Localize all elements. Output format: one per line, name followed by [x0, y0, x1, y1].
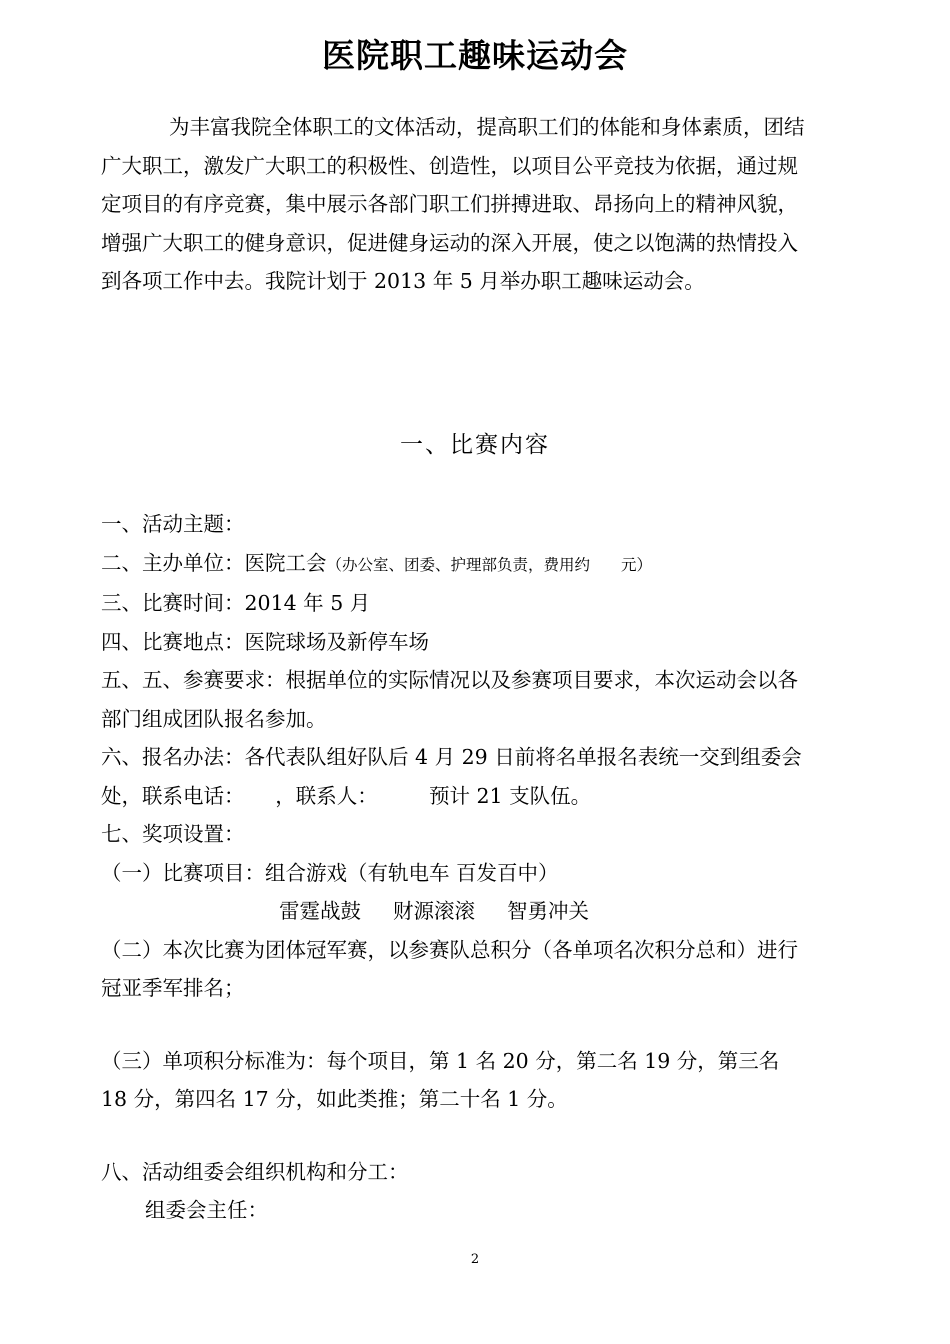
item-committee-head: 组委会主任：: [145, 1198, 268, 1222]
item-venue: 四、比赛地点：医院球场及新停车场: [101, 629, 429, 654]
section-heading: 一、比赛内容: [400, 432, 550, 458]
item-time: 三、比赛时间：2014 年 5 月: [101, 591, 371, 615]
item-registration: 六、报名办法：各代表队组好队后 4 月 29 日前将名单报名表统一交到组委会处，联系电话： ，联系人： 预计 21 支队伍。: [101, 745, 802, 808]
item-theme: 一、活动主题：: [101, 512, 245, 536]
item-projects-line1: （一）比赛项目：组合游戏（有轨电车 百发百中）: [101, 860, 559, 885]
item-committee: 八、活动组委会组织机构和分工：: [101, 1159, 409, 1184]
organizer-text: 二、主办单位：医院工会: [101, 550, 327, 575]
item-scoring: （三）单项积分标准为：每个项目，第 1 名 20 分，第二名 19 分，第三名 18 分，第四名 17 分，如此类推；第二十名 1 分。: [101, 1048, 780, 1111]
item-team-rule: （二）本次比赛为团体冠军赛，以参赛队总积分（各单项名次积分总和）进行冠亚季军排名；: [101, 937, 798, 1000]
project-brave-pass: 智勇冲关: [507, 899, 589, 923]
item-projects-line2: [101, 892, 811, 931]
project-fortune-roll: 财源滚滚: [393, 899, 475, 923]
organizer-note: （办公室、团委、护理部负责，费用约 元）: [326, 555, 653, 574]
document-title: 医院职工趣味运动会: [322, 36, 628, 75]
page-number: 2: [470, 1252, 480, 1267]
spacer: [101, 1008, 811, 1042]
item-awards: 七、奖项设置：: [101, 822, 245, 846]
content-list: [101, 505, 811, 1230]
project-thunder-drum: 雷霆战鼓: [279, 899, 361, 923]
item-organizer: [101, 544, 811, 585]
intro-paragraph: 为丰富我院全体职工的文体活动，提高职工们的体能和身体素质，团结广大职工，激发广大职工的积极性、创造性，以项目公平竞技为依据，通过规定项目的有序竞赛，集中展示各部门职工们拼搏进取、昂扬向上的精神风貌，增强广大职工的健身意识，促进健身运动的深入开展，使之以饱满的热情投入到各项工作中去。我院计划于 2013 年 5 月举办职工趣味运动会。: [101, 115, 805, 293]
item-requirements: 五、五、参赛要求：根据单位的实际情况以及参赛项目要求，本次运动会以各部门组成团队报名参加。: [101, 668, 798, 731]
spacer: [101, 1119, 811, 1153]
